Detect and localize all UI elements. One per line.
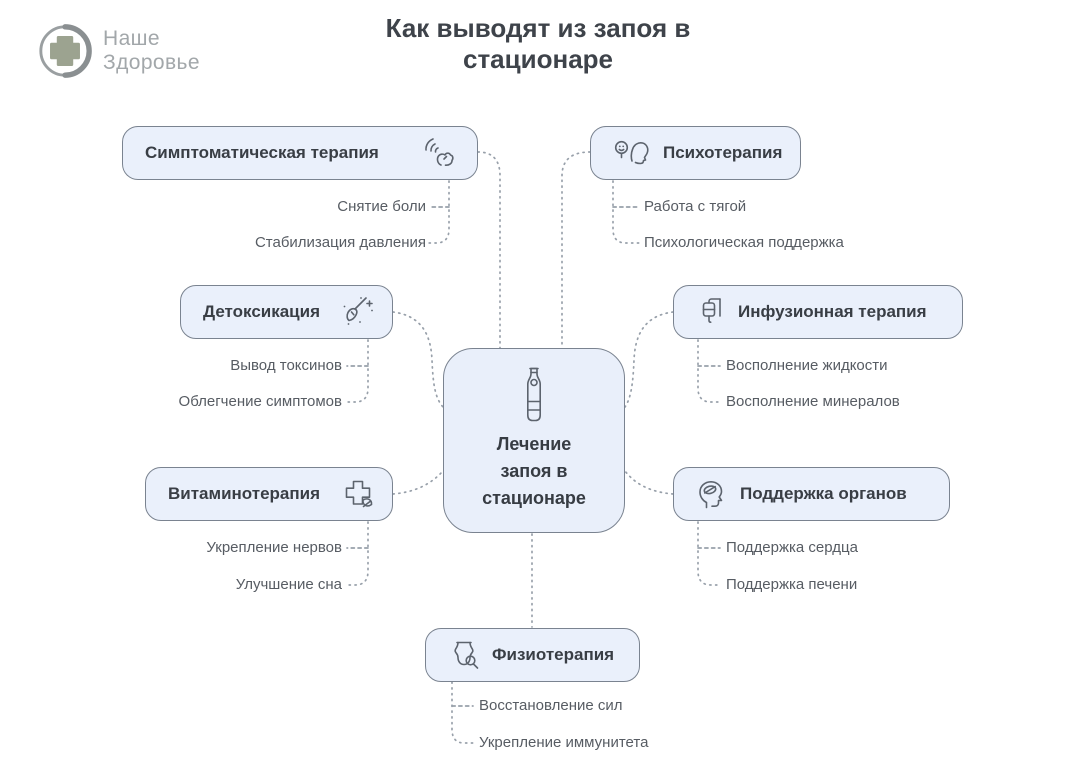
node-label: Поддержка органов [740,484,907,503]
page-title [333,13,743,75]
sub-item: Психологическая поддержка [644,234,844,251]
stem-psychotherapy [613,181,639,243]
node-label: Детоксикация [203,302,321,321]
medical-cross-logo-icon [36,22,94,80]
stem-organs [698,522,720,585]
sub-item: Улучшение сна [235,576,342,593]
cross-leaf-icon [342,477,376,511]
connector-symptomatic-center [478,152,500,348]
title-line-1: Как выводят из запоя в [385,13,691,43]
central-label-line: Лечение [496,434,572,454]
stem-vitamin [347,522,368,585]
broom-icon [340,294,376,330]
stem-symptomatic [429,181,449,243]
node-label: Инфузионная терапия [738,302,927,321]
stem-infusion [698,340,720,402]
node-physiotherapy [425,628,640,682]
sub-item: Стабилизация давления [254,234,426,251]
sub-item: Восполнение минералов [726,393,900,410]
node-detox [180,285,393,339]
sub-item: Укрепление иммунитета [479,734,649,751]
node-infusion-therapy [673,285,963,339]
stem-physio [452,682,473,743]
logo-line-1: Наше [103,27,160,50]
connector-detox-center [393,312,443,407]
sub-item: Вывод токсинов [230,357,342,374]
node-organ-support [673,467,950,521]
logo [36,22,200,80]
central-node-label [482,431,586,512]
sub-item: Работа с тягой [644,198,747,215]
stem-detox [347,340,368,402]
central-label-line: запоя в [500,461,568,481]
sub-item: Снятие боли [337,198,426,215]
sub-item: Поддержка печени [726,576,858,593]
sub-item: Восполнение жидкости [726,357,888,374]
connector-psychotherapy-center [562,152,590,348]
bottle-icon [519,366,549,424]
sub-item: Укрепление нервов [206,539,342,556]
node-label: Психотерапия [663,143,783,162]
sub-item: Облегчение симптомов [178,393,342,410]
connector-infusion-center [625,312,673,407]
node-label: Физиотерапия [492,645,615,664]
logo-text [103,27,200,75]
sub-item: Поддержка сердца [726,539,858,556]
sub-item: Восстановление сил [479,697,623,714]
body-scan-icon [448,639,480,671]
title-line-2: стационаре [462,44,613,74]
central-node [443,348,625,533]
node-psychotherapy [590,126,801,180]
node-label: Витаминотерапия [168,484,321,503]
node-vitamin-therapy [145,467,393,521]
central-label-line: стационаре [482,488,586,508]
node-label: Симптоматическая терапия [145,143,379,162]
logo-line-2: Здоровье [103,51,200,74]
connector-organs-center [625,471,673,494]
head-organ-icon [696,479,728,509]
head-smile-icon [613,139,651,167]
node-symptomatic-therapy [122,126,478,180]
head-pain-icon [421,135,461,171]
connector-vitamin-center [393,471,443,494]
iv-drip-icon [696,296,726,328]
